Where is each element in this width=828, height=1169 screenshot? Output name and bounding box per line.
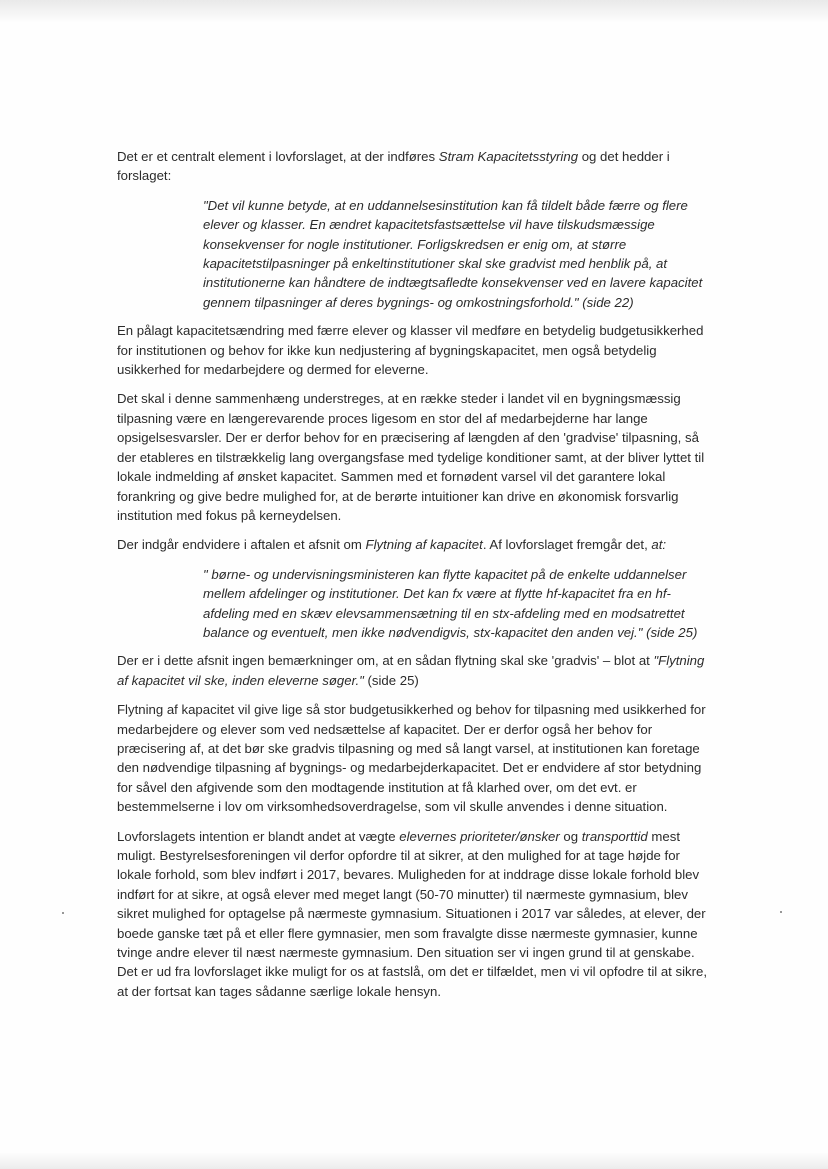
document-body — [117, 147, 717, 1011]
paragraph-1 — [117, 147, 717, 186]
paragraph-5-text: Der er i dette afsnit ingen bemærkninger om, at en sådan flytning skal ske 'gradvis' – blot at — [117, 653, 654, 669]
paragraph-1-text-end: og det hedder i forslaget: — [117, 149, 670, 184]
paragraph-4-text-mid: . Af lovforslaget fremgår det, — [482, 537, 652, 553]
quote-2: " børne- og undervisningsministeren kan flytte kapacitet på de enkelte uddannelser mellem afdelinger og institutioner. Det kan fx være at flytte hf-kapacitet fra en hf-afdeling med en skæv elevsammensætning til en stx-afdeling med en modsatrettet balance og eventuelt, men ikke nødvendigvis, stx-kapacitet den anden vej." (side 25) — [203, 566, 698, 640]
quote-1: "Det vil kunne betyde, at en uddannelsesinstitution kan få tildelt både færre og flere elever og klasser. En ændret kapacitetsfastsættelse vil have tilskudsmæssige konsekvenser for nogle institutioner. Forligskredsen er enig om, at større kapacitetstilpasninger på enkeltinstitutioner skal ske gradvist med henblik på, at institutionerne kan håndtere de indtægtsafledte konsekvenser ved en lavere kapacitet gennem tilpasninger af deres bygnings- og omkostningsforhold." (side 22) — [203, 197, 703, 310]
paragraph-4-text-end: at: — [651, 537, 667, 553]
scan-edge-bottom — [0, 1153, 828, 1169]
scan-speck — [62, 912, 64, 914]
paragraph-7 — [117, 827, 717, 1002]
paragraph-1-text: Det er et centralt element i lovforslaget, at der indføres — [117, 149, 439, 164]
paragraph-5-ref: (side 25) — [363, 672, 419, 688]
scan-edge-top — [0, 0, 828, 22]
paragraph-5-quote: "Flytning af kapacitet vil ske, inden eleverne søger." — [117, 653, 705, 688]
paragraph-7-text-end: mest muligt. Bestyrelsesforeningen vil derfor opfordre til at sikrer, at den mulighed for at tage højde for lokale forhold, som blev indført i 2017, bevares. Muligheden for at inddrage disse lokale forhold blev indført for at sikre, at også elever med meget langt (50-70 minutter) til nærmeste gymnasium, blev sikret mulighed for optagelse på nærmeste gymnasium. Situationen i 2017 var således, at elever, der boede ganske tæt på et eller flere gymnasier, men som fravalgte disse nærmeste gymnasier, kunne tvinge andre elever til næst nærmeste gymnasium. Den situation ser vi ingen grund til at genskabe. Det er ud fra lovforslaget ikke muligt for os at fastslå, om det er tilfældet, men vi vil opfodre til at sikre, at der fortsat kan tages sådanne særlige lokale hensyn. — [117, 828, 708, 999]
scan-speck — [780, 911, 782, 913]
paragraph-4 — [117, 535, 717, 554]
paragraph-7-text: Lovforslagets intention er blandt andet at vægte — [117, 828, 400, 844]
term-stram-kapacitetsstyring: Stram Kapacitetsstyring — [438, 149, 579, 164]
paragraph-7-and: og — [559, 828, 582, 844]
paragraph-6: Flytning af kapacitet vil give lige så stor budgetusikkerhed og behov for tilpasning med usikkerhed for medarbejdere og elever som ved nedsættelse af kapacitet. Der er derfor også her behov for præcisering af, at det bør ske gradvis tilpasning og med så langt varsel, at institutionen kan foretage den nødvendige tilpasning af bygnings- og medarbejderkapacitet. Det er endvidere af stor betydning for såvel den afgivende som den modtagende institution at få klarhed over, om det evt. er bestemmelserne i lov om virksomhedsoverdragelse, som vil skulle anvendes i denne situation. — [117, 702, 706, 815]
paragraph-5 — [117, 651, 717, 690]
term-elevernes-prioriteter: elevernes prioriteter/ønsker — [399, 828, 560, 844]
term-transporttid: transporttid — [581, 828, 648, 844]
term-flytning-af-kapacitet: Flytning af kapacitet — [365, 537, 483, 553]
paragraph-3: Det skal i denne sammenhæng understreges, at en række steder i landet vil en bygningsmæssig tilpasning være en længerevarende proces ligesom en stor del af medarbejderne har lange opsigelsesvarsler. Der er derfor behov for en præcisering af længden af den 'gradvise' tilpasning, så der etableres en tilstrækkelig lang overgangsfase med tydelige konditioner samt, at der bliver lyttet til lokale indmelding af ønsket kapacitet. Sammen med et fornødent varsel vil det garantere lokal forankring og give bedre mulighed for, at de berørte intuitioner kan drive en økonomisk forsvarlig institution med fokus på kerneydelsen. — [117, 391, 705, 523]
paragraph-2: En pålagt kapacitetsændring med færre elever og klasser vil medføre en betydelig budgetusikkerhed for institutionen og behov for ikke kun nedjustering af bygningskapacitet, men også betydelig usikkerhed for medarbejdere og dermed for eleverne. — [117, 323, 704, 378]
paragraph-4-text: Der indgår endvidere i aftalen et afsnit om — [117, 537, 366, 553]
